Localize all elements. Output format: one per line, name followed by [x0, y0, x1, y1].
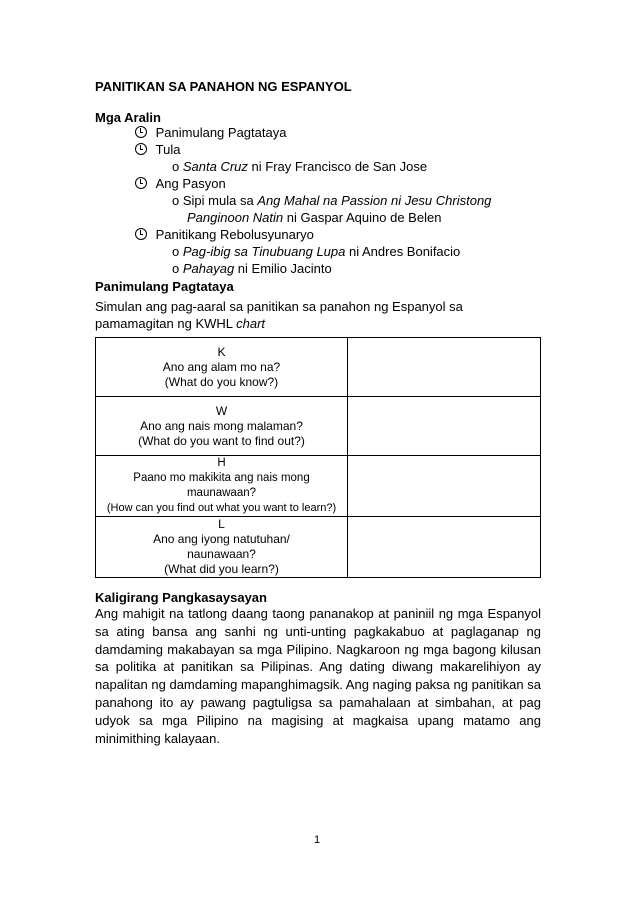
- kaligiran-paragraph: Ang mahigit na tatlong daang taong pananakop at paniniil ng mga Espanyol sa ating bansa ang sanhi ng unti-unting pagkakabuo at paglaganap ng damdaming makabayan sa mga Pilipino. Nagkaroon ng mga bagong kilusan sa politika at panitikan sa Pilipinas. Ang dating diwang makarelihiyon ay napalitan ng damdaming mapanghimagsik. Ang naging paksa ng panitikan sa panahong ito ay pawang pagtuligsa sa pamahalaan at simbahan, at pag udyok sa mga Pilipino na magising at magkaisa upang matamo ang minimithing kalayaan.: [95, 606, 541, 746]
- aralin-subitem: o Santa Cruz ni Fray Francisco de San Jose: [172, 159, 428, 174]
- aralin-heading: Mga Aralin: [95, 110, 161, 125]
- aralin-item: [135, 176, 226, 191]
- aralin-subitem: o Pag-ibig sa Tinubuang Lupa ni Andres Bonifacio: [172, 244, 461, 259]
- kwhl-question-cell: K Ano ang alam mo na? (What do you know?): [96, 338, 348, 397]
- kwhl-answer-cell: [348, 397, 541, 456]
- aralin-item: [135, 227, 314, 242]
- kwhl-row: [96, 397, 541, 456]
- clock-bullet-icon: [135, 228, 147, 240]
- clock-bullet-icon: [135, 126, 147, 138]
- aralin-subitem: o Sipi mula sa Ang Mahal na Passion ni Jesu Christong: [172, 193, 492, 208]
- kaligiran-heading: Kaligirang Pangkasaysayan: [95, 590, 267, 605]
- kwhl-row: [96, 338, 541, 397]
- aralin-subitem-cont: Panginoon Natin ni Gaspar Aquino de Belen: [187, 210, 442, 225]
- aralin-item: [135, 125, 286, 140]
- panimula-text-line: Simulan ang pag-aaral sa panitikan sa panahon ng Espanyol sa: [95, 299, 463, 314]
- aralin-subitem: o Pahayag ni Emilio Jacinto: [172, 261, 332, 276]
- aralin-item-label: Panitikang Rebolusyunaryo: [155, 227, 314, 242]
- kwhl-question-cell: H Paano mo makikita ang nais mong maunawaan? (How can you find out what you want to learn?): [96, 456, 348, 517]
- aralin-item-label: Tula: [155, 142, 181, 157]
- aralin-item: [135, 142, 180, 157]
- kwhl-answer-cell: [348, 517, 541, 578]
- kwhl-question-cell: W Ano ang nais mong malaman? (What do you want to find out?): [96, 397, 348, 456]
- kwhl-table: [95, 337, 541, 578]
- kwhl-answer-cell: [348, 456, 541, 517]
- clock-bullet-icon: [135, 143, 147, 155]
- panimula-text-line: pamamagitan ng KWHL chart: [95, 316, 266, 331]
- clock-bullet-icon: [135, 177, 147, 189]
- kwhl-row: [96, 517, 541, 578]
- kwhl-question-cell: L Ano ang iyong natutuhan/ naunawaan? (What did you learn?): [96, 517, 348, 578]
- aralin-item-label: Ang Pasyon: [155, 176, 226, 191]
- panimula-heading: Panimulang Pagtataya: [95, 279, 234, 294]
- kwhl-answer-cell: [348, 338, 541, 397]
- kwhl-row: [96, 456, 541, 517]
- aralin-item-label: Panimulang Pagtataya: [155, 125, 287, 140]
- page-number: 1: [314, 834, 321, 846]
- document-title: PANITIKAN SA PANAHON NG ESPANYOL: [95, 79, 352, 94]
